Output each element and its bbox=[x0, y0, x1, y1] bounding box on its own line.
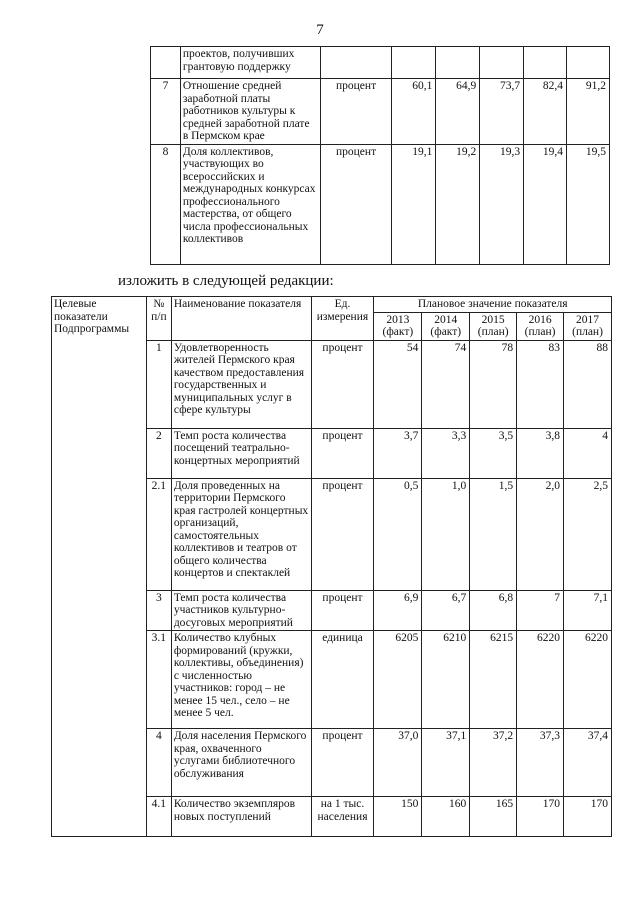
row-number: 8 bbox=[151, 144, 181, 264]
redaction-instruction: изложить в следующей редакции: bbox=[118, 273, 334, 289]
value-cell: 2,5 bbox=[564, 478, 612, 590]
unit-cell: процент bbox=[311, 478, 374, 590]
value-cell bbox=[480, 47, 524, 79]
value-cell: 170 bbox=[517, 797, 564, 837]
unit-cell: на 1 тыс. населения bbox=[311, 797, 374, 837]
indicator-name: Отношение средней заработной платы работников культуры к средней заработной плате в Пермском крае bbox=[180, 79, 320, 145]
row-number: 4 bbox=[146, 729, 171, 797]
row-number bbox=[151, 47, 181, 79]
value-cell: 6220 bbox=[517, 631, 564, 729]
value-cell: 3,3 bbox=[422, 428, 470, 478]
value-cell: 1,0 bbox=[422, 478, 470, 590]
value-cell: 60,1 bbox=[392, 79, 436, 145]
value-cell: 150 bbox=[374, 797, 422, 837]
value-cell: 165 bbox=[470, 797, 517, 837]
indicator-name: Темп роста количества посещений театрально-концертных мероприятий bbox=[171, 428, 311, 478]
row-number: 7 bbox=[151, 79, 181, 145]
unit-cell: процент bbox=[311, 340, 374, 428]
year-header: 2014 (факт) bbox=[422, 312, 470, 340]
value-cell bbox=[524, 47, 567, 79]
value-cell: 3,7 bbox=[374, 428, 422, 478]
value-cell: 6,9 bbox=[374, 590, 422, 631]
year-header: 2016 (план) bbox=[517, 312, 564, 340]
value-cell: 19,3 bbox=[480, 144, 524, 264]
value-cell: 19,1 bbox=[392, 144, 436, 264]
value-cell: 37,4 bbox=[564, 729, 612, 797]
unit-cell bbox=[320, 47, 392, 79]
value-cell: 2,0 bbox=[517, 478, 564, 590]
row-number: 2.1 bbox=[146, 478, 171, 590]
value-cell: 54 bbox=[374, 340, 422, 428]
row-number: 1 bbox=[146, 340, 171, 428]
unit-cell: процент bbox=[311, 428, 374, 478]
value-cell: 0,5 bbox=[374, 478, 422, 590]
year-header: 2017 (план) bbox=[564, 312, 612, 340]
value-cell: 7 bbox=[517, 590, 564, 631]
value-cell: 37,1 bbox=[422, 729, 470, 797]
unit-cell: единица bbox=[311, 631, 374, 729]
value-cell: 88 bbox=[564, 340, 612, 428]
value-cell: 6,7 bbox=[422, 590, 470, 631]
value-cell: 3,5 bbox=[470, 428, 517, 478]
indicator-name: проектов, получивших грантовую поддержку bbox=[180, 47, 320, 79]
table-row bbox=[151, 79, 610, 145]
unit-cell: процент bbox=[320, 79, 392, 145]
row-number: 3.1 bbox=[146, 631, 171, 729]
unit-header: Ед. измерения bbox=[311, 297, 374, 341]
value-cell: 78 bbox=[470, 340, 517, 428]
header-row bbox=[52, 297, 612, 313]
indicator-name: Доля коллективов, участвующих во всероссийских и международных конкурсах профессионального мастерства, от общего числа профессиональных коллективов bbox=[180, 144, 320, 264]
value-cell: 19,2 bbox=[436, 144, 480, 264]
value-cell: 19,5 bbox=[567, 144, 610, 264]
value-cell: 6205 bbox=[374, 631, 422, 729]
plan-value-header: Плановое значение показателя bbox=[374, 297, 612, 313]
indicator-name: Доля населения Пермского края, охваченного услугами библиотечного обслуживания bbox=[171, 729, 311, 797]
value-cell: 1,5 bbox=[470, 478, 517, 590]
value-cell: 3,8 bbox=[517, 428, 564, 478]
value-cell: 37,2 bbox=[470, 729, 517, 797]
value-cell: 83 bbox=[517, 340, 564, 428]
value-cell: 6210 bbox=[422, 631, 470, 729]
year-header: 2015 (план) bbox=[470, 312, 517, 340]
value-cell: 82,4 bbox=[524, 79, 567, 145]
indicator-name: Количество клубных формирований (кружки, коллективы, объединения) с численностью участников: город – не менее 15 чел., село – не менее 5 чел. bbox=[171, 631, 311, 729]
row-number: 4.1 bbox=[146, 797, 171, 837]
value-cell: 37,0 bbox=[374, 729, 422, 797]
unit-cell: процент bbox=[320, 144, 392, 264]
value-cell: 6220 bbox=[564, 631, 612, 729]
value-cell: 74 bbox=[422, 340, 470, 428]
name-header: Наименование показателя bbox=[171, 297, 311, 341]
number-header: № п/п bbox=[146, 297, 171, 341]
value-cell: 19,4 bbox=[524, 144, 567, 264]
indicators-table bbox=[51, 296, 612, 837]
page-number: 7 bbox=[316, 22, 324, 38]
value-cell: 6,8 bbox=[470, 590, 517, 631]
value-cell: 7,1 bbox=[564, 590, 612, 631]
value-cell bbox=[392, 47, 436, 79]
target-indicators-header: Целевые показатели Подпрограммы bbox=[52, 297, 147, 837]
value-cell: 73,7 bbox=[480, 79, 524, 145]
value-cell: 37,3 bbox=[517, 729, 564, 797]
indicator-name: Темп роста количества участников культурно-досуговых мероприятий bbox=[171, 590, 311, 631]
year-header: 2013 (факт) bbox=[374, 312, 422, 340]
value-cell bbox=[567, 47, 610, 79]
indicator-name: Количество экземпляров новых поступлений bbox=[171, 797, 311, 837]
indicator-name: Доля проведенных на территории Пермского края гастролей концертных организаций, самостоятельных коллективов и театров от общего количества концертов и спектаклей bbox=[171, 478, 311, 590]
value-cell: 4 bbox=[564, 428, 612, 478]
value-cell: 64,9 bbox=[436, 79, 480, 145]
value-cell: 6215 bbox=[470, 631, 517, 729]
unit-cell: процент bbox=[311, 729, 374, 797]
row-number: 2 bbox=[146, 428, 171, 478]
previous-table-fragment bbox=[150, 46, 610, 265]
value-cell: 160 bbox=[422, 797, 470, 837]
unit-cell: процент bbox=[311, 590, 374, 631]
table-row bbox=[151, 144, 610, 264]
value-cell: 91,2 bbox=[567, 79, 610, 145]
value-cell: 170 bbox=[564, 797, 612, 837]
indicator-name: Удовлетворенность жителей Пермского края качеством предоставления государственных и муниципальных услуг в сфере культуры bbox=[171, 340, 311, 428]
table-row bbox=[151, 47, 610, 79]
value-cell bbox=[436, 47, 480, 79]
row-number: 3 bbox=[146, 590, 171, 631]
